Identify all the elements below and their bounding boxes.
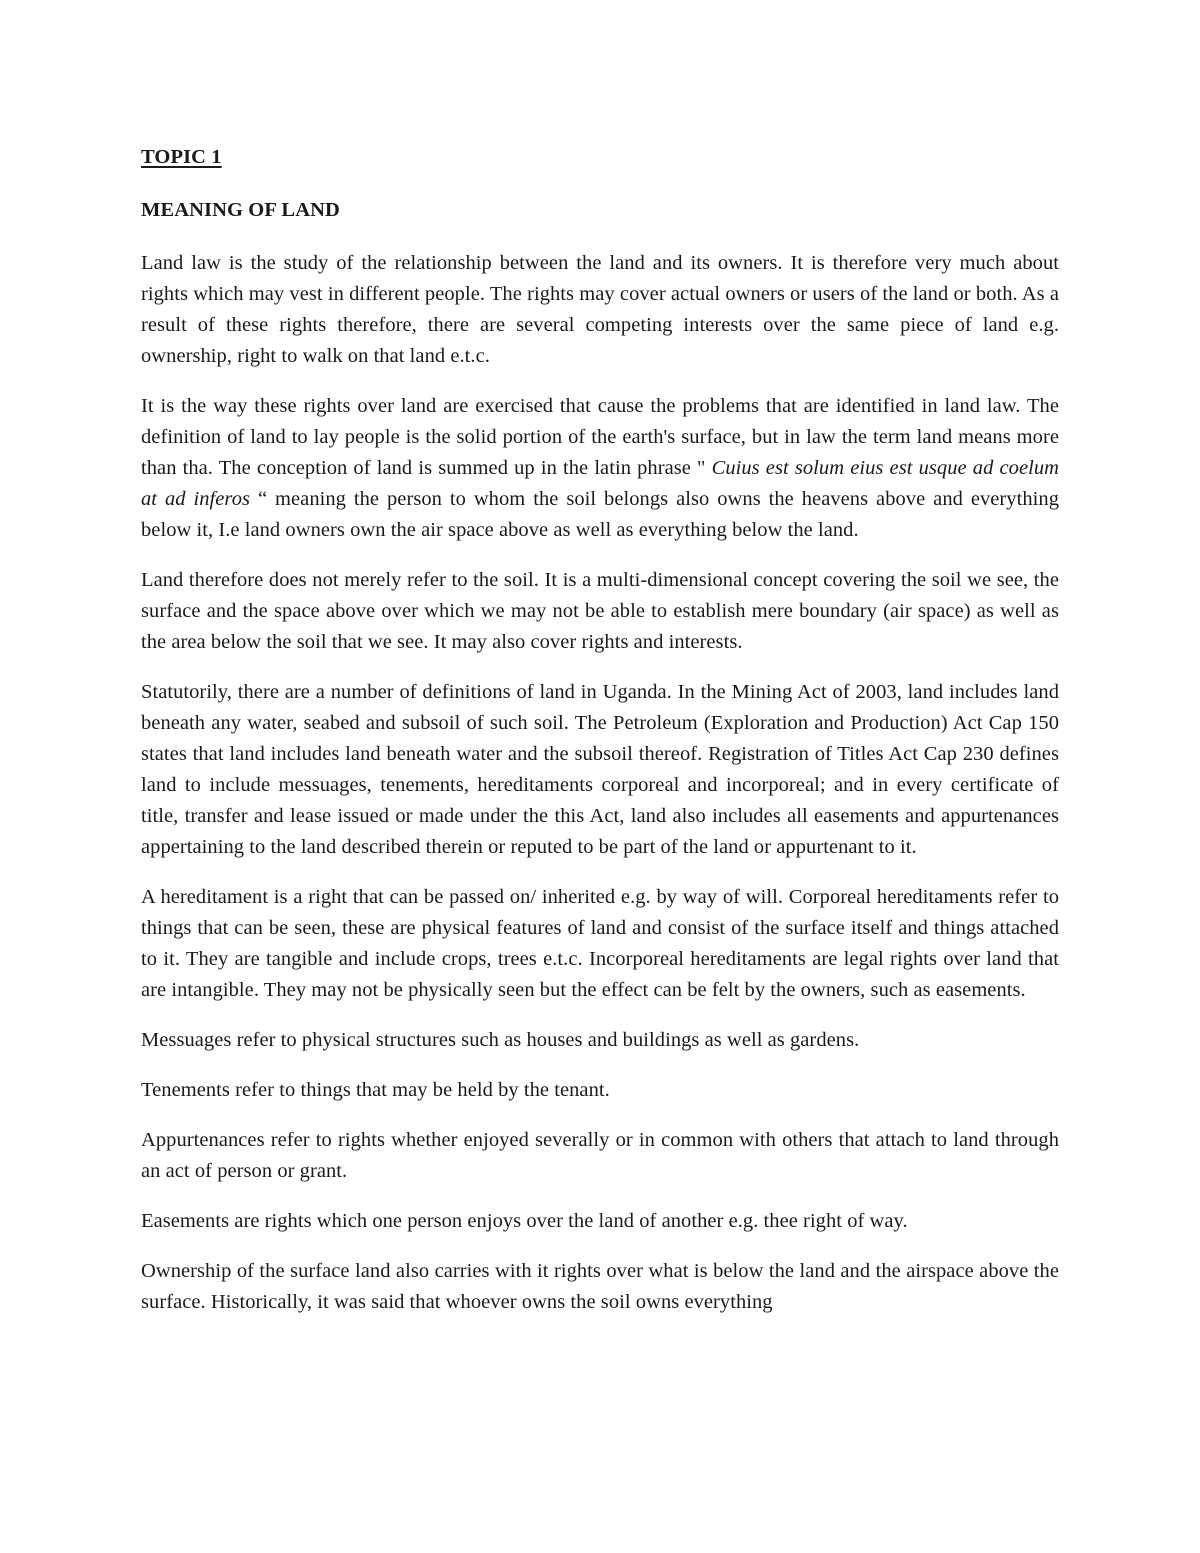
paragraph-definition-text-start: It is the way these rights over land are exercised that cause the problems that are identified in land law. The definition of land to lay people is the solid portion of the earth's surface, but in law the term land means more than tha. The conception of land is summed up in the latin phrase " <box>141 395 1059 479</box>
paragraph-messuages: Messuages refer to physical structures such as houses and buildings as well as gardens. <box>141 1029 860 1051</box>
paragraph-easements: Easements are rights which one person enjoys over the land of another e.g. thee right of way. <box>141 1210 908 1232</box>
paragraph-ownership: Ownership of the surface land also carries with it rights over what is below the land and the airspace above the surface. Historically, it was said that whoever owns the soil owns everything <box>141 1260 1059 1313</box>
paragraph-tenements: Tenements refer to things that may be held by the tenant. <box>141 1079 610 1101</box>
latin-phrase: Cuius est solum eius est usque ad coelum at ad inferos <box>141 457 1059 510</box>
paragraph-multidimensional: Land therefore does not merely refer to the soil. It is a multi-dimensional concept covering the soil we see, the surface and the space above over which we may not be able to establish mere boundary (air space) as well as the area below the soil that we see. It may also cover rights and interests. <box>141 569 1059 653</box>
paragraph-definition <box>141 391 1059 546</box>
paragraph-hereditament: A hereditament is a right that can be passed on/ inherited e.g. by way of will. Corporeal hereditaments refer to things that can be seen, these are physical features of land and consist of the surface itself and things attached to it. They are tangible and include crops, trees e.t.c. Incorporeal hereditaments are legal rights over land that are intangible. They may not be physically seen but the effect can be felt by the owners, such as easements. <box>141 886 1059 1001</box>
topic-title: TOPIC 1 <box>141 146 222 168</box>
paragraph-definition-text-end: “ meaning the person to whom the soil belongs also owns the heavens above and everything below it, I.e land owners own the air space above as well as everything below the land. <box>141 488 1059 541</box>
paragraph-statutory: Statutorily, there are a number of definitions of land in Uganda. In the Mining Act of 2003, land includes land beneath any water, seabed and subsoil of such soil. The Petroleum (Exploration and Production) Act Cap 150 states that land includes land beneath water and the subsoil thereof. Registration of Titles Act Cap 230 defines land to include messuages, tenements, hereditaments corporeal and incorporeal; and in every certificate of title, transfer and lease issued or made under the this Act, land also includes all easements and appurtenances appertaining to the land described therein or reputed to be part of the land or appurtenant to it. <box>141 681 1059 858</box>
document-body <box>141 142 1059 1318</box>
paragraph-land-law: Land law is the study of the relationship between the land and its owners. It is therefore very much about rights which may vest in different people. The rights may cover actual owners or users of the land or both. As a result of these rights therefore, there are several competing interests over the same piece of land e.g. ownership, right to walk on that land e.t.c. <box>141 252 1059 367</box>
paragraph-appurtenances: Appurtenances refer to rights whether enjoyed severally or in common with others that attach to land through an act of person or grant. <box>141 1129 1059 1182</box>
section-title: MEANING OF LAND <box>141 199 340 221</box>
